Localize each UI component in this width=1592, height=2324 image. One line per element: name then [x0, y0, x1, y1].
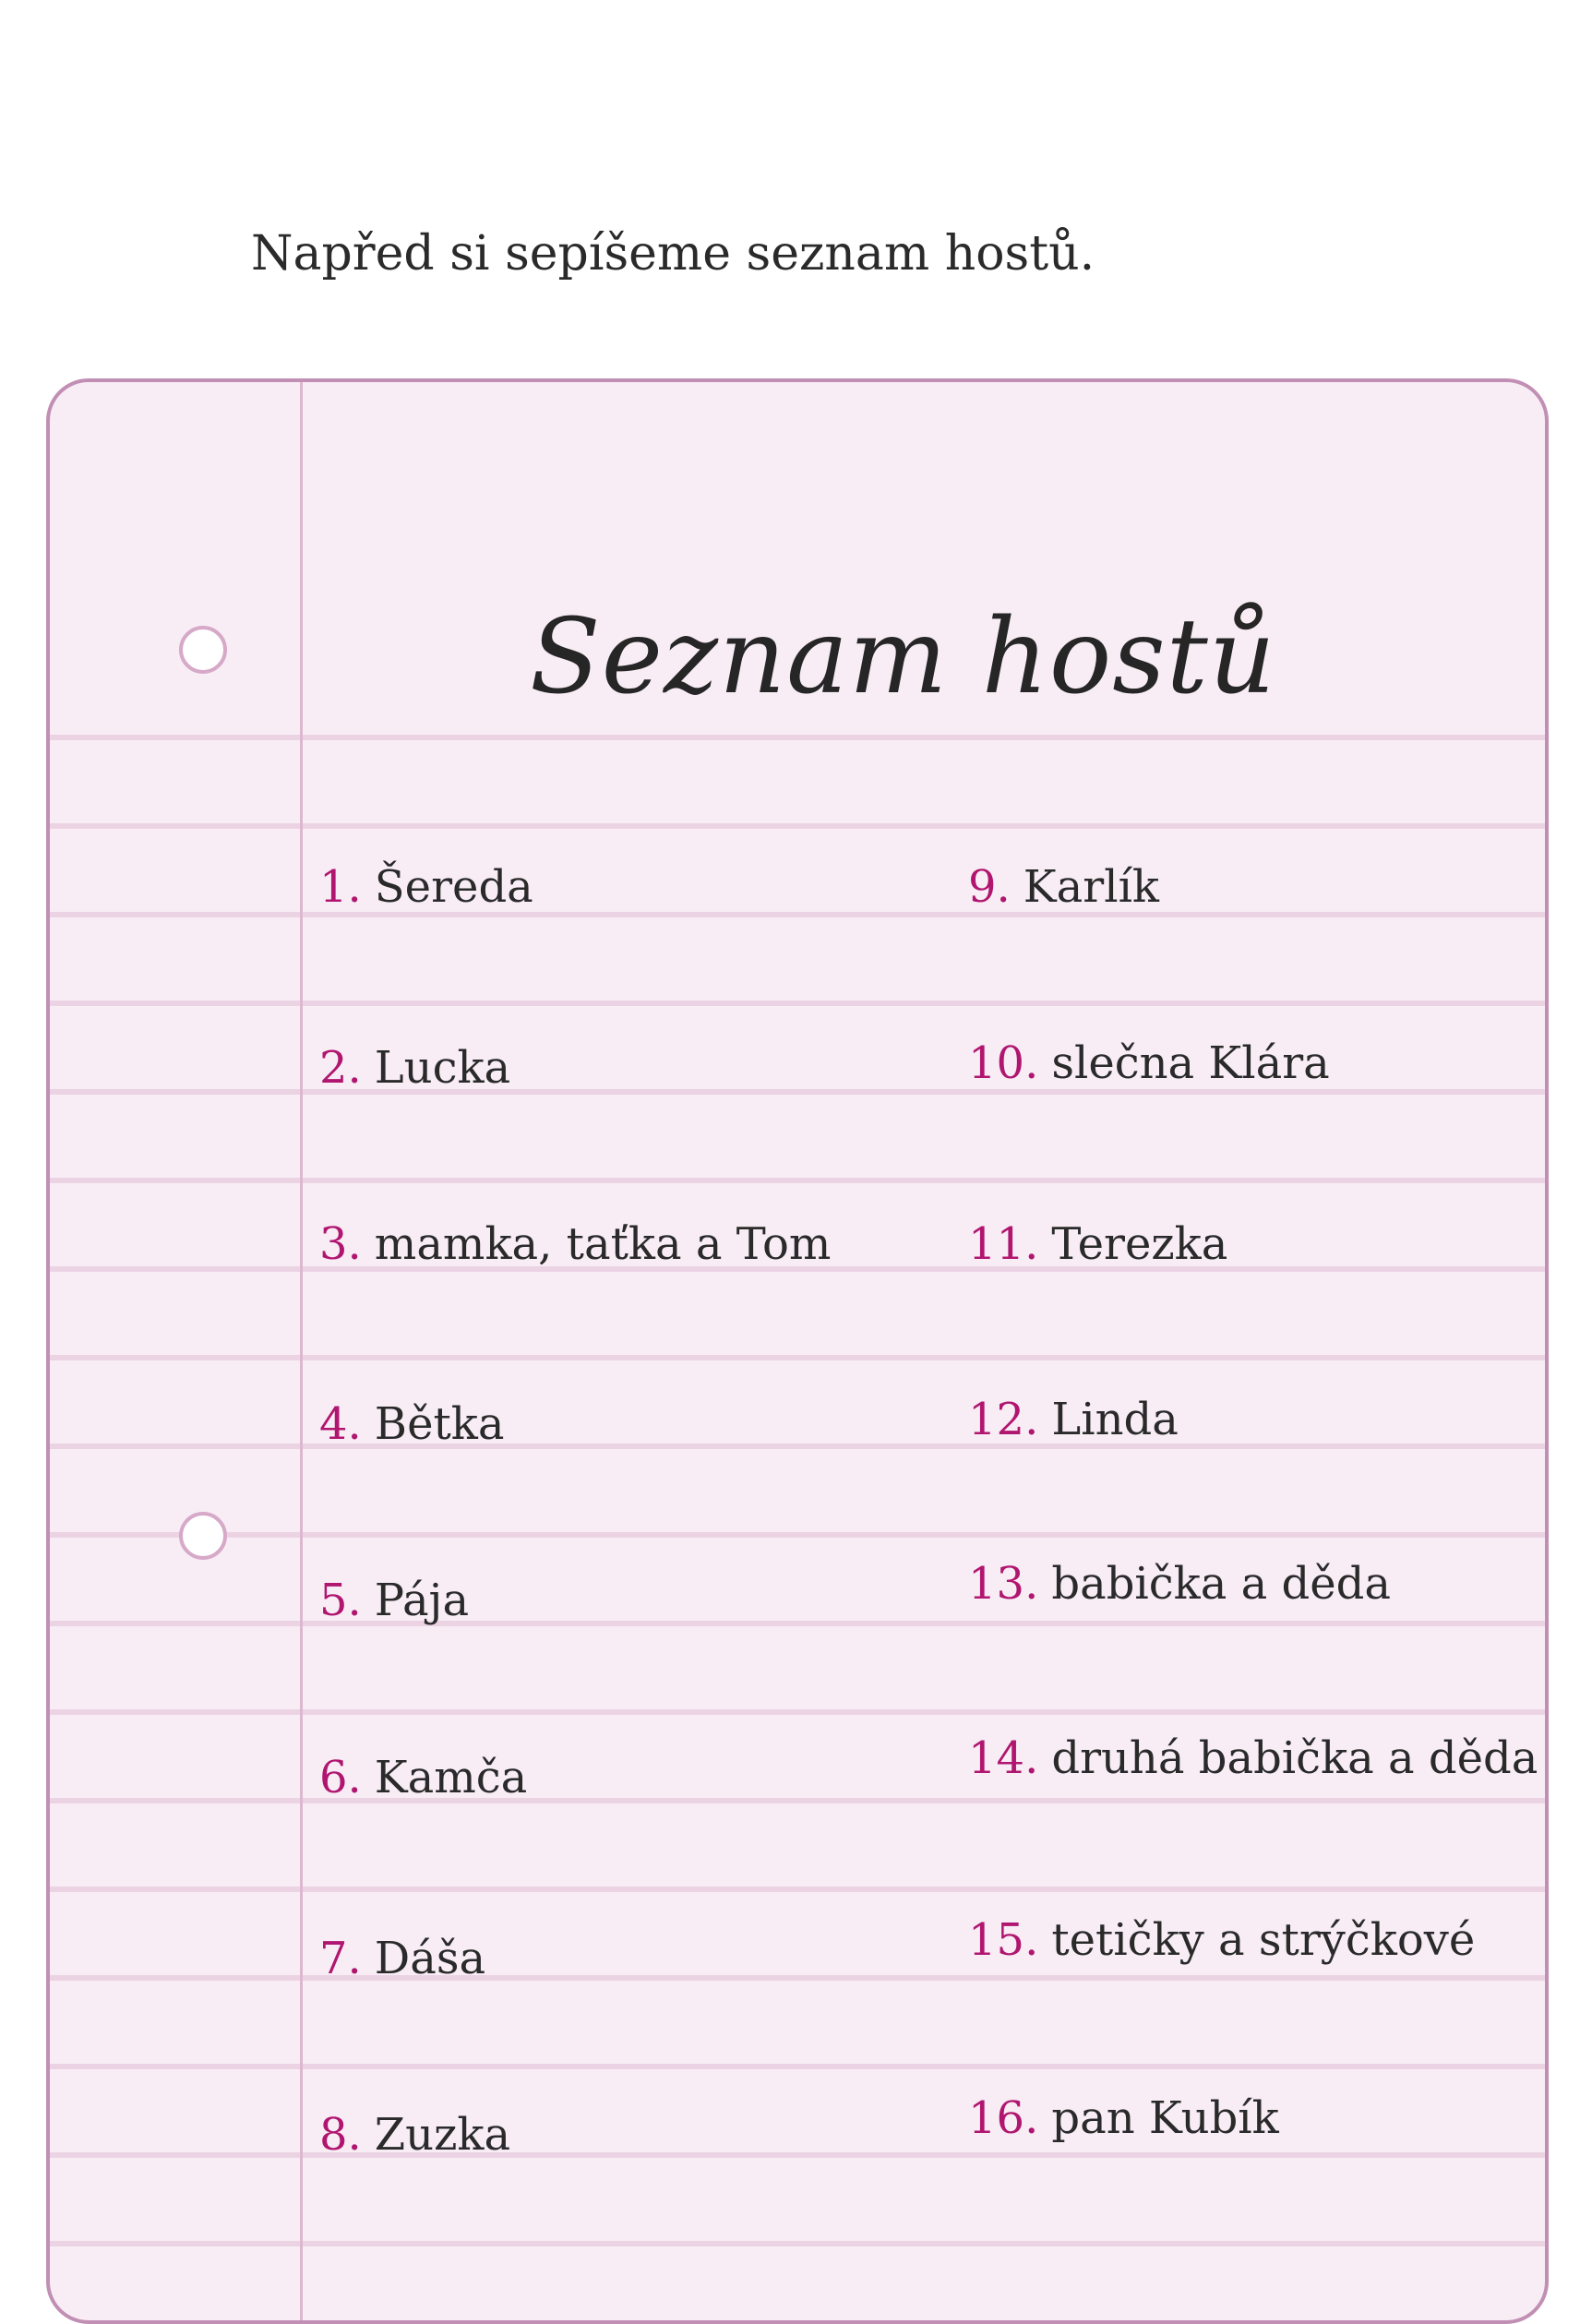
guest-name: slečna Klára: [1051, 1037, 1330, 1089]
guest-item: [968, 2092, 1279, 2144]
guest-item: [319, 1752, 528, 1803]
list-title: Seznam hostů: [530, 597, 1276, 717]
guest-item: [968, 1732, 1538, 1784]
ruled-line: [50, 1887, 1545, 1892]
guest-number: 9.: [968, 861, 1011, 913]
ruled-line: [50, 1532, 1545, 1538]
guest-number: 4.: [319, 1398, 362, 1450]
guest-number: 7.: [319, 1933, 362, 1984]
guest-item: [968, 1218, 1228, 1270]
guest-number: 6.: [319, 1752, 362, 1803]
ruled-line: [50, 912, 1545, 917]
guest-name: Kamča: [374, 1752, 528, 1803]
guest-number: 5.: [319, 1575, 362, 1626]
guest-name: babička a děda: [1051, 1558, 1391, 1610]
guest-name: Karlík: [1023, 861, 1160, 913]
guest-item: [968, 1037, 1330, 1089]
ruled-line: [50, 1444, 1545, 1449]
ruled-line: [50, 1975, 1545, 1981]
guest-name: Dáša: [374, 1933, 486, 1984]
guest-item: [968, 1558, 1391, 1610]
ruled-line: [50, 735, 1545, 740]
guest-name: Šereda: [374, 861, 533, 913]
guest-item: [319, 861, 533, 913]
guest-item: [319, 1933, 486, 1984]
ruled-line: [50, 1355, 1545, 1360]
guest-number: 14.: [968, 1732, 1039, 1784]
intro-text: Napřed si sepíšeme seznam hostů.: [251, 226, 1095, 282]
punch-hole: [179, 1512, 227, 1560]
guest-item: [319, 1042, 511, 1094]
guest-item: [319, 2109, 511, 2161]
margin-line: [300, 382, 303, 2320]
guest-number: 8.: [319, 2109, 362, 2161]
guest-name: mamka, taťka a Tom: [374, 1218, 832, 1270]
guest-name: Linda: [1051, 1394, 1179, 1445]
guest-number: 10.: [968, 1037, 1039, 1089]
guest-item: [968, 1394, 1179, 1445]
ruled-line: [50, 1709, 1545, 1715]
guest-item: [319, 1218, 832, 1270]
guest-number: 1.: [319, 861, 362, 913]
guest-name: Pája: [374, 1575, 470, 1626]
guest-number: 13.: [968, 1558, 1039, 1610]
guest-number: 15.: [968, 1914, 1039, 1966]
ruled-line: [50, 823, 1545, 829]
guest-number: 12.: [968, 1394, 1039, 1445]
guest-item: [319, 1398, 505, 1450]
ruled-line: [50, 1178, 1545, 1183]
guest-item: [968, 1914, 1476, 1966]
guest-number: 3.: [319, 1218, 362, 1270]
guest-name: tetičky a strýčkové: [1051, 1914, 1476, 1966]
guest-name: Lucka: [374, 1042, 511, 1094]
guest-number: 16.: [968, 2092, 1039, 2144]
guest-number: 2.: [319, 1042, 362, 1094]
guest-name: Bětka: [374, 1398, 505, 1450]
guest-number: 11.: [968, 1218, 1039, 1270]
ruled-line: [50, 2064, 1545, 2069]
guest-name: druhá babička a děda: [1051, 1732, 1538, 1784]
ruled-line: [50, 2152, 1545, 2158]
guest-name: Terezka: [1051, 1218, 1228, 1270]
ruled-line: [50, 1621, 1545, 1626]
guest-item: [968, 861, 1160, 913]
punch-hole: [179, 626, 227, 674]
ruled-line: [50, 2241, 1545, 2246]
ruled-line: [50, 1798, 1545, 1803]
guest-item: [319, 1575, 470, 1626]
ruled-line: [50, 1000, 1545, 1006]
guest-list-sheet: [46, 378, 1549, 2324]
ruled-line: [50, 1089, 1545, 1095]
guest-name: pan Kubík: [1051, 2092, 1279, 2144]
guest-name: Zuzka: [374, 2109, 511, 2161]
